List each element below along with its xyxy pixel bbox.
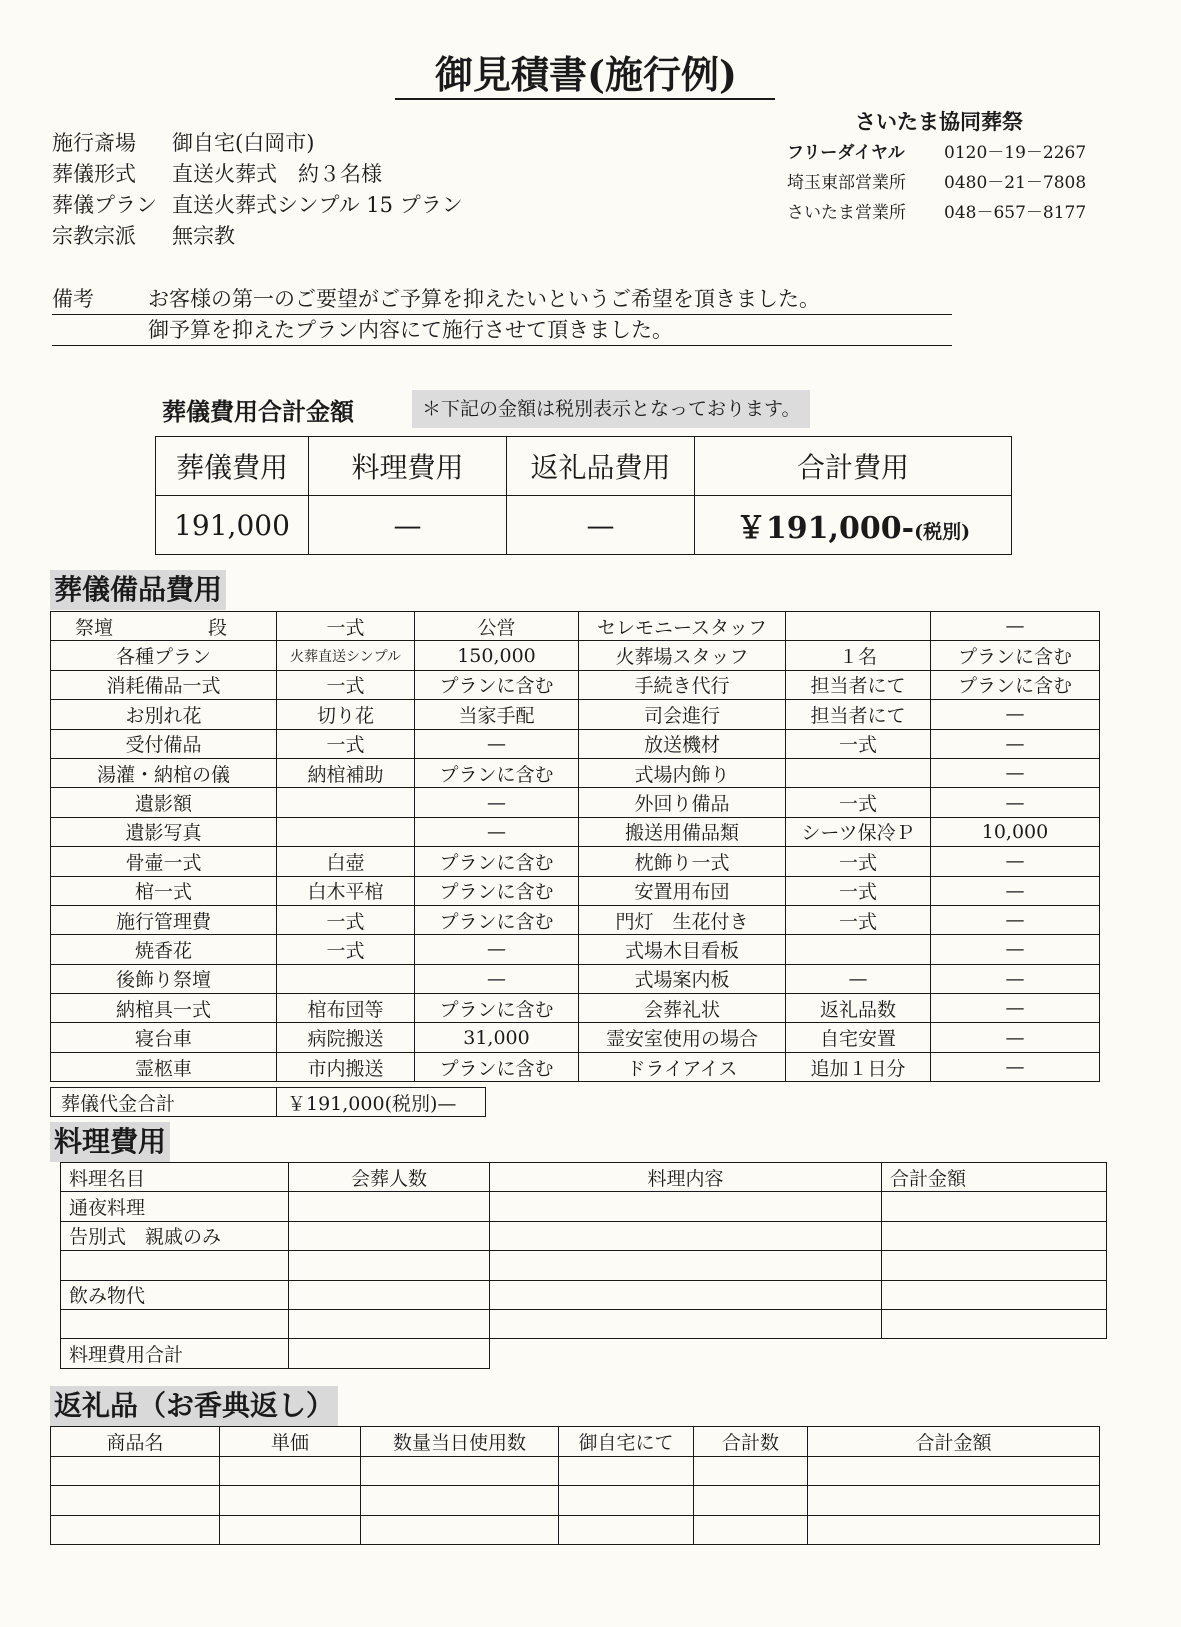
item-cell: 10,000	[931, 817, 1100, 846]
funeral-total-table	[50, 1087, 486, 1117]
item-cell: 焼香花	[51, 935, 277, 964]
summary-header: 料理費用	[309, 437, 507, 496]
item-row	[51, 670, 1100, 699]
food-cell	[882, 1192, 1107, 1221]
info-label: 葬儀形式	[52, 162, 136, 186]
remarks-text: 御予算を抑えたプラン内容にて施行させて頂きました。	[148, 318, 673, 342]
food-row	[61, 1221, 1107, 1250]
food-item-name: 告別式 親戚のみ	[61, 1221, 289, 1250]
item-cell: 骨壷一式	[51, 847, 277, 876]
item-cell: —	[931, 876, 1100, 905]
item-cell: 自宅安置	[786, 1023, 931, 1052]
return-header: 合計数	[694, 1427, 808, 1457]
item-cell: —	[931, 905, 1100, 934]
ceremony-info	[52, 128, 463, 252]
item-cell: —	[415, 729, 579, 758]
item-cell: １名	[786, 641, 931, 670]
food-cell	[289, 1280, 490, 1309]
item-cell: 白壺	[277, 847, 415, 876]
food-total-value	[289, 1339, 490, 1368]
food-cell	[490, 1280, 882, 1309]
info-row	[52, 190, 463, 221]
food-item-name	[61, 1309, 289, 1338]
item-cell: 納棺補助	[277, 758, 415, 787]
item-cell: ドライアイス	[579, 1052, 786, 1081]
item-cell: —	[931, 994, 1100, 1023]
food-cell	[882, 1251, 1107, 1280]
item-cell: 門灯 生花付き	[579, 905, 786, 934]
return-gifts-table	[50, 1426, 1100, 1545]
item-cell: 一式	[277, 612, 415, 641]
food-row	[61, 1192, 1107, 1221]
item-row	[51, 994, 1100, 1023]
item-cell	[786, 935, 931, 964]
return-gifts-heading: 返礼品（お香典返し）	[50, 1386, 338, 1426]
item-row	[51, 935, 1100, 964]
tax-suffix: (税別)	[914, 521, 971, 543]
item-row	[51, 847, 1100, 876]
item-cell: —	[931, 729, 1100, 758]
item-cell: —	[931, 847, 1100, 876]
item-cell: —	[415, 788, 579, 817]
item-cell: 遺影額	[51, 788, 277, 817]
summary-value: 191,000	[156, 496, 309, 555]
item-cell: 納棺具一式	[51, 994, 277, 1023]
company-name: さいたま協同葬祭	[855, 109, 1023, 134]
item-cell: 棺一式	[51, 876, 277, 905]
remarks-label: 備考	[52, 287, 94, 311]
remarks-text: お客様の第一のご要望がご予算を抑えたいというご希望を頂きました。	[148, 287, 820, 311]
food-cell	[289, 1221, 490, 1250]
food-table	[60, 1162, 1107, 1369]
contact-label: さいたま営業所	[787, 203, 906, 223]
food-header: 会葬人数	[289, 1163, 490, 1192]
item-cell: 消耗備品一式	[51, 670, 277, 699]
summary-header: 合計費用	[695, 437, 1012, 496]
item-cell: 31,000	[415, 1023, 579, 1052]
return-header: 数量当日使用数	[361, 1427, 559, 1457]
item-cell: 手続き代行	[579, 670, 786, 699]
item-cell: —	[931, 1052, 1100, 1081]
item-cell: —	[415, 964, 579, 993]
item-cell: 担当者にて	[786, 700, 931, 729]
item-cell: 外回り備品	[579, 788, 786, 817]
item-cell: 各種プラン	[51, 641, 277, 670]
summary-value: —	[309, 496, 507, 555]
food-item-name: 通夜料理	[61, 1192, 289, 1221]
item-cell: 安置用布団	[579, 876, 786, 905]
return-row	[51, 1486, 1100, 1516]
item-cell: プランに含む	[931, 641, 1100, 670]
item-cell: 棺布団等	[277, 994, 415, 1023]
funeral-total-value: ￥191,000(税別)—	[277, 1088, 486, 1117]
contact-number: 0120－19－2267	[944, 143, 1087, 163]
food-row	[61, 1309, 1107, 1338]
item-cell: 担当者にて	[786, 670, 931, 699]
item-cell	[277, 788, 415, 817]
return-header: 商品名	[51, 1427, 220, 1457]
item-cell: プランに含む	[415, 758, 579, 787]
item-cell	[277, 964, 415, 993]
return-header: 単価	[220, 1427, 361, 1457]
summary-table	[155, 436, 1012, 555]
item-row	[51, 729, 1100, 758]
food-cell	[490, 1192, 882, 1221]
item-cell: プランに含む	[931, 670, 1100, 699]
food-cell	[289, 1309, 490, 1338]
funeral-total-label: 葬儀代金合計	[51, 1088, 277, 1117]
item-cell: プランに含む	[415, 876, 579, 905]
item-row	[51, 641, 1100, 670]
return-row	[51, 1456, 1100, 1486]
item-cell: —	[931, 788, 1100, 817]
item-cell: シーツ保冷Ｐ	[786, 817, 931, 846]
item-cell: 祭壇 段	[51, 612, 277, 641]
company-contacts	[787, 138, 1086, 228]
item-cell: 公営	[415, 612, 579, 641]
item-row	[51, 1052, 1100, 1081]
item-cell: —	[415, 817, 579, 846]
item-cell: 一式	[786, 847, 931, 876]
summary-total	[695, 496, 1012, 555]
food-total-row	[61, 1339, 1107, 1368]
contact-label: フリーダイヤル	[787, 143, 905, 163]
item-cell: 枕飾り一式	[579, 847, 786, 876]
item-cell: —	[931, 612, 1100, 641]
item-cell: 施行管理費	[51, 905, 277, 934]
item-cell	[277, 817, 415, 846]
item-cell: 一式	[277, 670, 415, 699]
item-cell: 式場木目看板	[579, 935, 786, 964]
remarks-line	[52, 284, 952, 315]
item-cell: 一式	[277, 729, 415, 758]
item-cell: プランに含む	[415, 1052, 579, 1081]
food-row	[61, 1280, 1107, 1309]
contact-label: 埼玉東部営業所	[787, 173, 906, 193]
remarks	[52, 284, 952, 346]
food-cell	[289, 1192, 490, 1221]
item-cell: 湯灌・納棺の儀	[51, 758, 277, 787]
food-row	[61, 1251, 1107, 1280]
funeral-items-heading: 葬儀備品費用	[50, 570, 226, 610]
item-cell: 返礼品数	[786, 994, 931, 1023]
item-cell: プランに含む	[415, 994, 579, 1023]
return-header: 御自宅にて	[559, 1427, 694, 1457]
item-cell: 150,000	[415, 641, 579, 670]
summary-value: —	[507, 496, 695, 555]
item-row	[51, 876, 1100, 905]
item-cell: —	[931, 1023, 1100, 1052]
food-header-row	[61, 1163, 1107, 1192]
info-label: 宗教宗派	[52, 224, 136, 248]
funeral-items-table	[50, 611, 1100, 1082]
summary-header-row	[156, 437, 1012, 496]
item-cell: 司会進行	[579, 700, 786, 729]
item-row	[51, 758, 1100, 787]
item-cell: お別れ花	[51, 700, 277, 729]
return-row	[51, 1515, 1100, 1545]
item-cell: 会葬礼状	[579, 994, 786, 1023]
item-cell: —	[415, 935, 579, 964]
funeral-total-row	[51, 1088, 486, 1117]
item-cell: 放送機材	[579, 729, 786, 758]
summary-header: 返礼品費用	[507, 437, 695, 496]
item-cell: —	[786, 964, 931, 993]
item-cell: 式場内飾り	[579, 758, 786, 787]
tax-note: ＊下記の金額は税別表示となっております。	[412, 390, 810, 428]
food-cell	[882, 1280, 1107, 1309]
item-cell: 一式	[786, 729, 931, 758]
summary-heading: 葬儀費用合計金額	[162, 397, 354, 426]
item-cell: 追加１日分	[786, 1052, 931, 1081]
food-cell	[490, 1309, 882, 1338]
food-item-name: 飲み物代	[61, 1280, 289, 1309]
contact-row	[787, 168, 1086, 198]
remarks-line	[52, 315, 952, 346]
item-cell: —	[931, 964, 1100, 993]
food-total-label: 料理費用合計	[61, 1339, 289, 1368]
item-row	[51, 612, 1100, 641]
item-cell: 霊柩車	[51, 1052, 277, 1081]
food-cell	[490, 1251, 882, 1280]
document-title: 御見積書(施行例)	[395, 52, 775, 100]
item-cell: 式場案内板	[579, 964, 786, 993]
info-value: 直送火葬式シンプル 15 プラン	[172, 193, 463, 217]
item-cell	[786, 612, 931, 641]
item-cell: 霊安室使用の場合	[579, 1023, 786, 1052]
item-cell: 一式	[786, 788, 931, 817]
item-cell	[786, 758, 931, 787]
item-cell: 後飾り祭壇	[51, 964, 277, 993]
food-cell	[882, 1309, 1107, 1338]
item-cell: 切り花	[277, 700, 415, 729]
info-value: 無宗教	[172, 224, 235, 248]
item-cell: 遺影写真	[51, 817, 277, 846]
item-row	[51, 788, 1100, 817]
item-cell: 白木平棺	[277, 876, 415, 905]
item-cell: プランに含む	[415, 670, 579, 699]
item-cell: 寝台車	[51, 1023, 277, 1052]
item-cell: —	[931, 700, 1100, 729]
item-cell: 一式	[277, 935, 415, 964]
food-header: 料理名目	[61, 1163, 289, 1192]
info-row	[52, 221, 463, 252]
item-cell: プランに含む	[415, 847, 579, 876]
summary-value-row	[156, 496, 1012, 555]
item-row	[51, 700, 1100, 729]
item-cell: 一式	[786, 905, 931, 934]
food-cell	[490, 1221, 882, 1250]
summary-total-value: ￥191,000-	[735, 511, 915, 546]
item-cell: 当家手配	[415, 700, 579, 729]
item-cell: プランに含む	[415, 905, 579, 934]
item-cell: —	[931, 758, 1100, 787]
item-cell: 病院搬送	[277, 1023, 415, 1052]
item-row	[51, 817, 1100, 846]
contact-row	[787, 198, 1086, 228]
item-row	[51, 1023, 1100, 1052]
item-cell: 搬送用備品類	[579, 817, 786, 846]
info-label: 施行斎場	[52, 131, 136, 155]
item-cell: 受付備品	[51, 729, 277, 758]
item-cell: 一式	[786, 876, 931, 905]
item-cell: 火葬直送シンプル	[277, 641, 415, 670]
contact-number: 048－657－8177	[944, 203, 1087, 223]
item-row	[51, 905, 1100, 934]
info-value: 御自宅(白岡市)	[172, 131, 315, 155]
food-cell	[882, 1221, 1107, 1250]
item-cell: 火葬場スタッフ	[579, 641, 786, 670]
food-item-name	[61, 1251, 289, 1280]
contact-number: 0480－21－7808	[944, 173, 1087, 193]
return-header-row	[51, 1427, 1100, 1457]
info-label: 葬儀プラン	[52, 193, 157, 217]
food-header: 料理内容	[490, 1163, 882, 1192]
item-cell: セレモニースタッフ	[579, 612, 786, 641]
summary-header: 葬儀費用	[156, 437, 309, 496]
food-header: 合計金額	[882, 1163, 1107, 1192]
return-header: 合計金額	[808, 1427, 1100, 1457]
item-cell: 市内搬送	[277, 1052, 415, 1081]
item-row	[51, 964, 1100, 993]
item-cell: 一式	[277, 905, 415, 934]
contact-row	[787, 138, 1086, 168]
item-cell: —	[931, 935, 1100, 964]
info-value: 直送火葬式 約３名様	[172, 162, 382, 186]
info-row	[52, 128, 463, 159]
info-row	[52, 159, 463, 190]
food-cell	[289, 1251, 490, 1280]
food-heading: 料理費用	[50, 1122, 170, 1162]
